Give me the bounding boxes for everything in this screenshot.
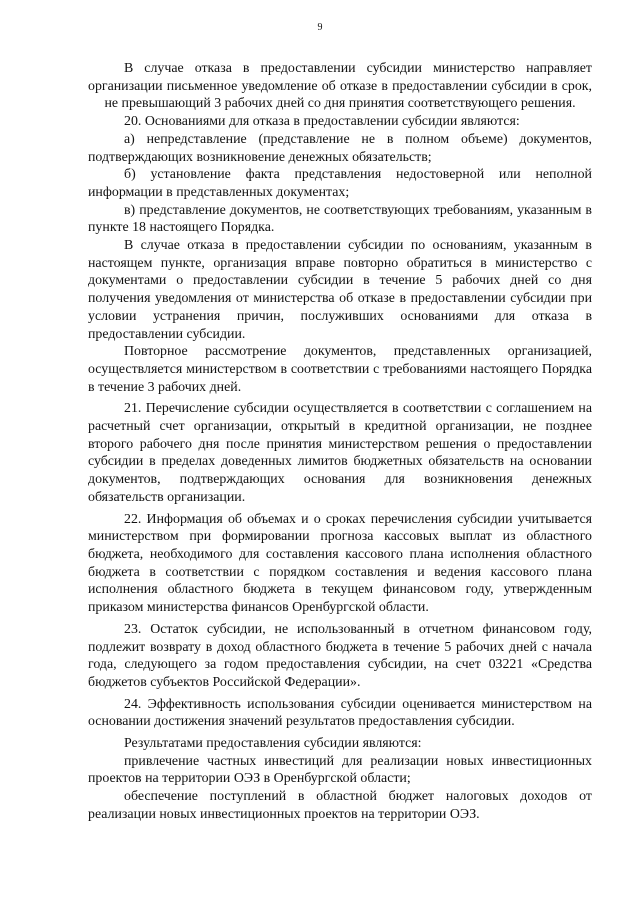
- paragraph-20-v: в) представление документов, не соответствующих требованиям, указанным в пункте 18 настоящего Порядка.: [88, 202, 592, 236]
- paragraph-20-b: б) установление факта представления недостоверной или неполной информации в представленных документах;: [88, 167, 592, 200]
- paragraph-result-tax-revenue: обеспечение поступлений в областной бюджет налоговых доходов от реализации новых инвестиционных проектов на территории ОЭЗ.: [88, 789, 592, 822]
- paragraph-reconsideration: Повторное рассмотрение документов, представленных организацией, осуществляется министерством в соответствии с требованиями настоящего Порядка в течение 3 рабочих дней.: [88, 344, 592, 395]
- page-number: 9: [317, 22, 323, 33]
- paragraph-result-investments: привлечение частных инвестиций для реализации новых инвестиционных проектов на территории ОЭЗ в Оренбургской области;: [88, 753, 592, 787]
- paragraph-20-heading: 20. Основаниями для отказа в предоставлении субсидии являются:: [124, 114, 520, 130]
- document-body: [88, 60, 592, 824]
- paragraph-21: 21. Перечисление субсидии осуществляется в соответствии с соглашением на расчетный счет организации, открытый в кредитной организации, не позднее второго рабочего дня после принятия министерством решения о предоставлении субсидии в пределах доведенных лимитов бюджетных обязательств на основании документов, подтверждающих основания для возникновения денежных обязательств организации.: [88, 401, 592, 505]
- paragraph-23: 23. Остаток субсидии, не использованный в отчетном финансовом году, подлежит возврату в доход областного бюджета в течение 5 рабочих дней с начала года, следующего за годом предоставления субсидии, на счет 03221 «Средства бюджетов субъектов Российской Федерации».: [88, 621, 592, 690]
- paragraph-24: 24. Эффективность использования субсидии оценивается министерством на основании достижения значений результатов предоставления субсидии.: [88, 696, 592, 730]
- paragraph-20-a: а) непредставление (представление не в полном объеме) документов, подтверждающих возникновение денежных обязательств;: [88, 131, 592, 165]
- paragraph-refusal-notice: В случае отказа в предоставлении субсидии министерство направляет организации письменное уведомление об отказе в предоставлении субсидии в срок, не превышающий 3 рабочих дней со дня принятия соответствующего решения.: [88, 61, 592, 112]
- paragraph-results-heading: Результатами предоставления субсидии являются:: [124, 736, 422, 752]
- paragraph-reapply: В случае отказа в предоставлении субсидии по основаниям, указанным в настоящем пункте, организация вправе повторно обратиться в министерство с документами о предоставлении субсидии в течение 5 рабочих дней со дня получения уведомления от министерства об отказе в предоставлении субсидии при условии устранения причин, послуживших основаниями для отказа в предоставлении субсидии.: [88, 238, 592, 342]
- paragraph-22: 22. Информация об объемах и о сроках перечисления субсидии учитывается министерством при формировании прогноза кассовых выплат из областного бюджета, необходимого для составления кассового плана исполнения областного бюджета в соответствии с порядком составления и ведения кассового плана исполнения областного бюджета в текущем финансовом году, утвержденным приказом министерства финансов Оренбургской области.: [88, 511, 592, 616]
